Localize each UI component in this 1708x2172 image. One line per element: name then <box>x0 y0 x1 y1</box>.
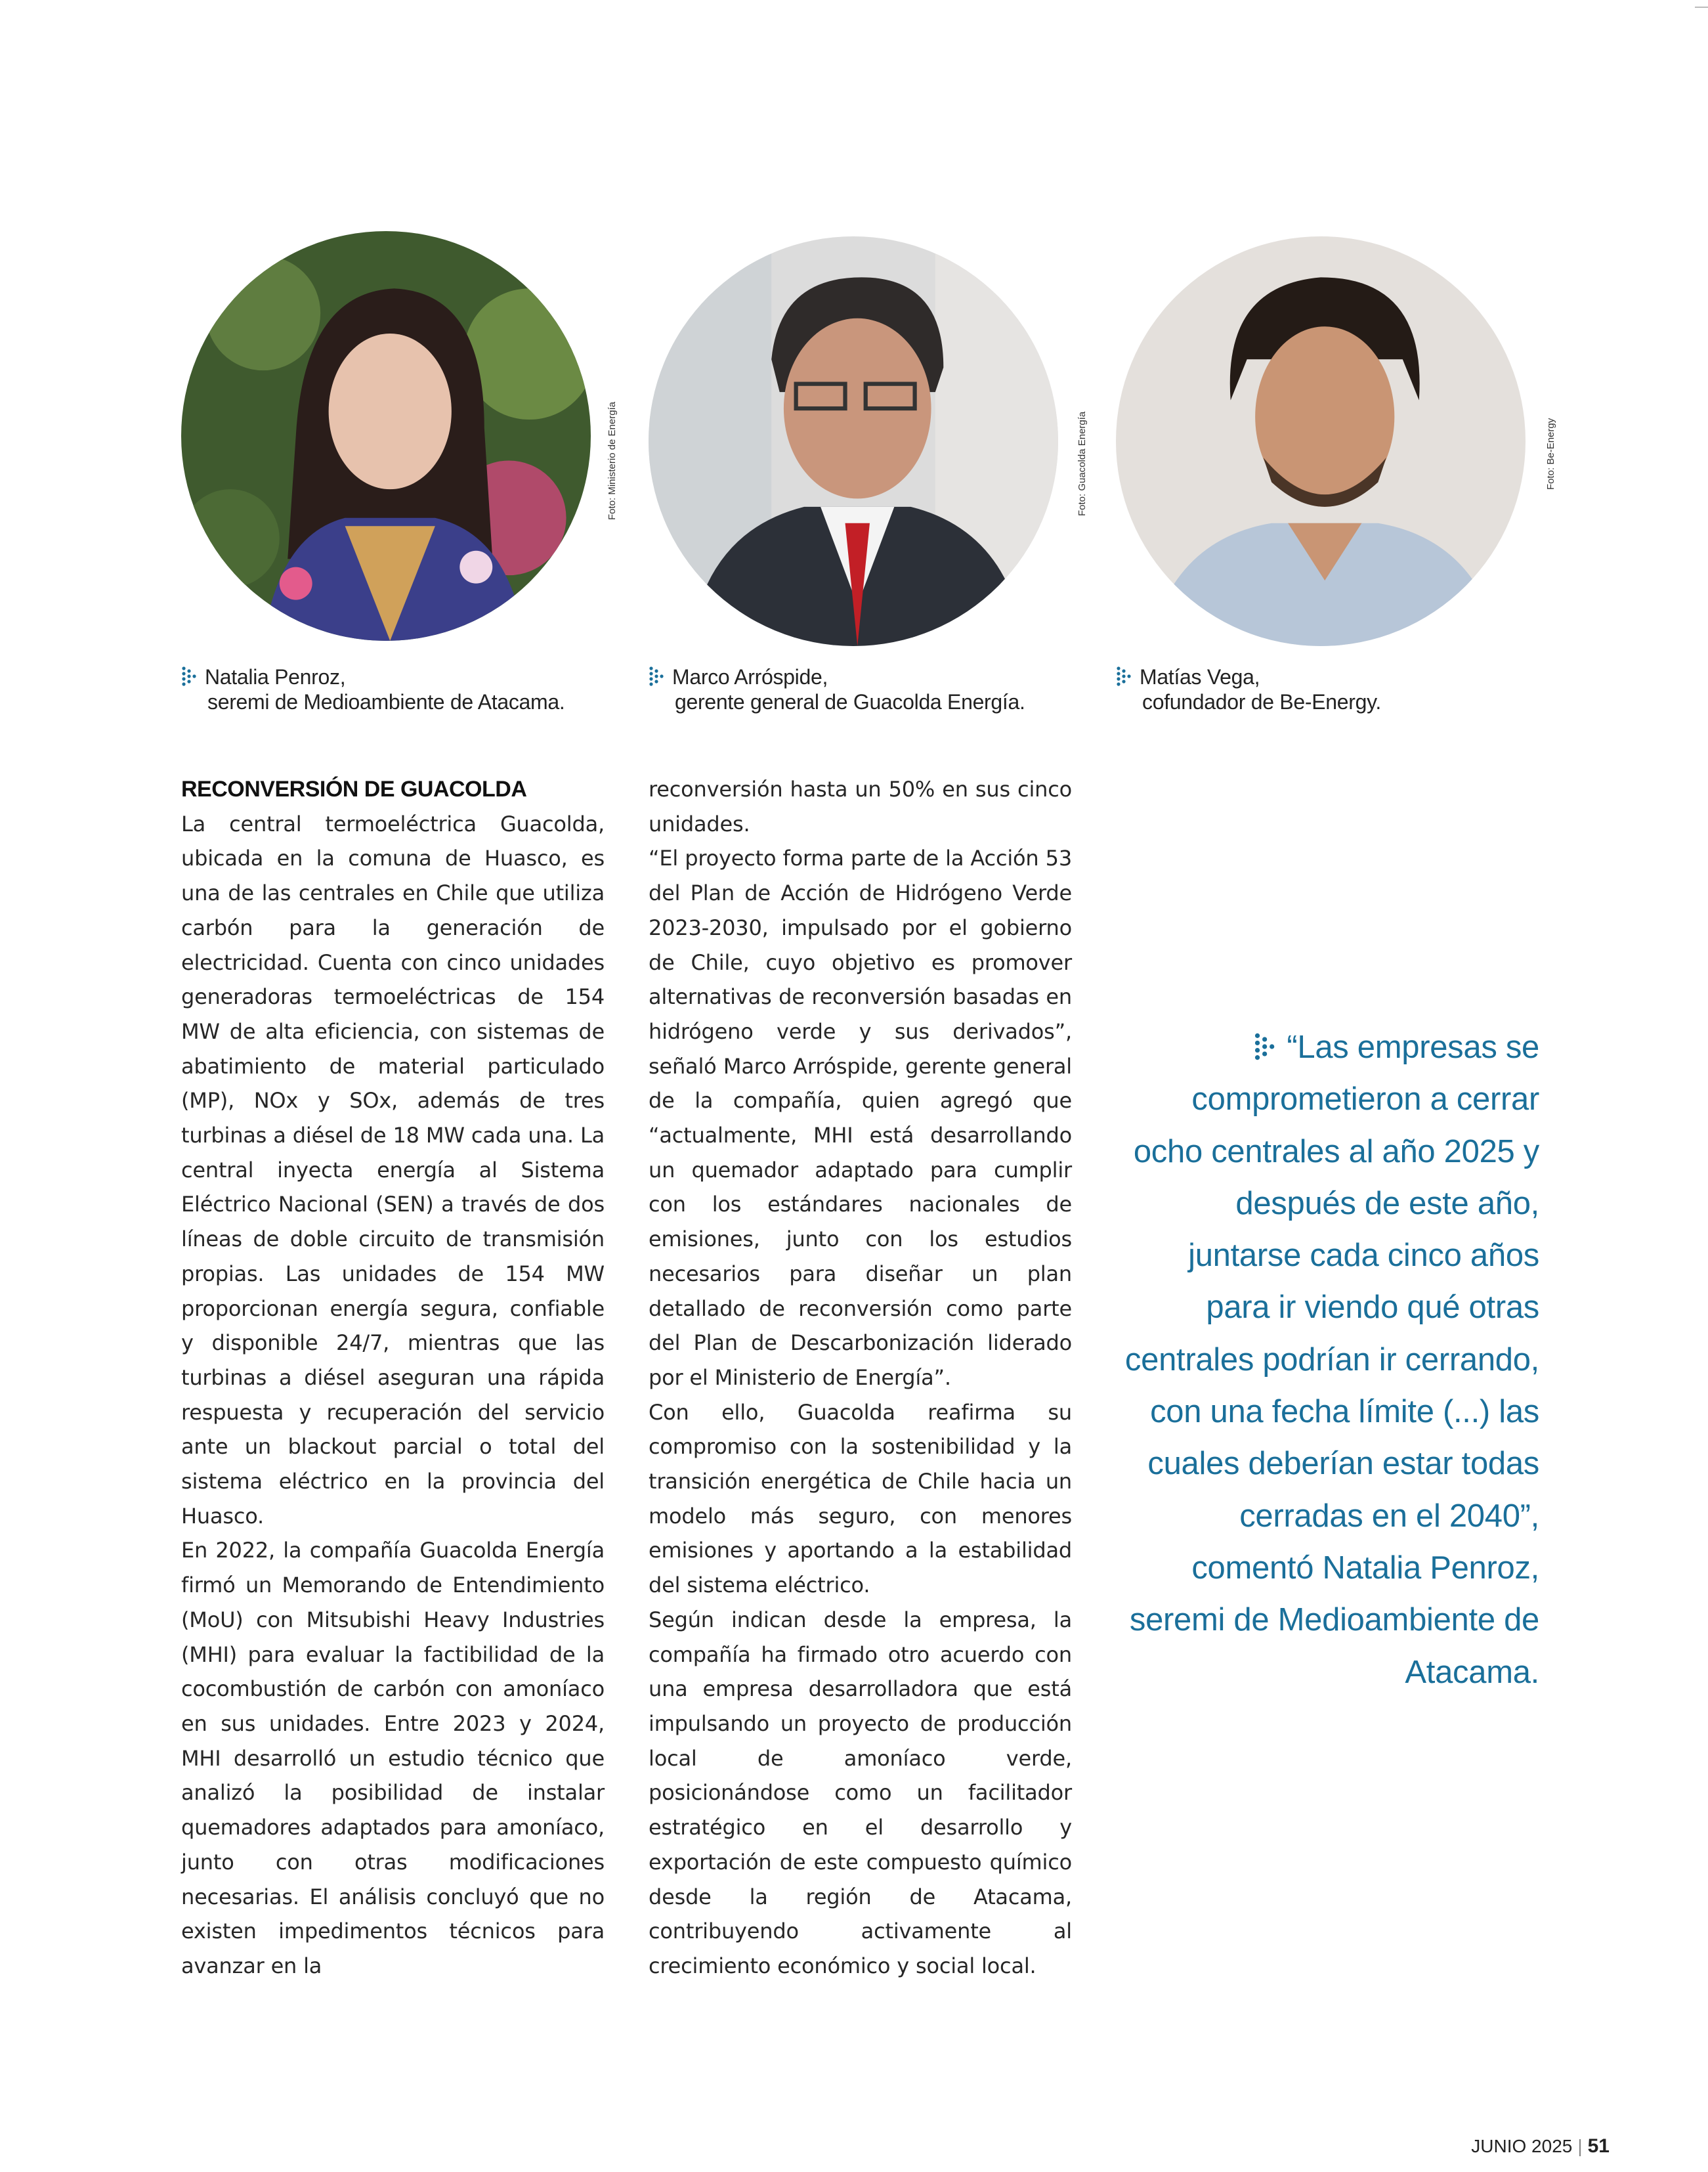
pull-quote <box>1116 1022 1539 1699</box>
paragraph: “El proyecto forma parte de la Acción 53 del Plan de Acción de Hidrógeno Verde 2023-2030, impulsado por el gobierno de Chile, cuyo objetivo es promover alternativas de reconversión basadas en hidrógeno verde y sus derivados”, señaló Marco Arróspide, gerente general de la compañía, quien agregó que “actualmente, MHI está desarrollando un quemador adaptado para cumplir con los estándares nacionales de emisiones, junto con los estudios necesarios para diseñar un plan detallado de reconversión como parte del Plan de Descarbonización liderado por el Ministerio de Energía”. <box>649 846 1072 1390</box>
portrait-photo-icon <box>649 236 1058 646</box>
portrait-photo-icon <box>1116 236 1526 646</box>
page-footer <box>1471 2135 1610 2158</box>
caption-name: Matías Vega, <box>1140 665 1260 689</box>
caption-matias-vega <box>1116 664 1381 714</box>
photo-credit-3: Foto: Be-Energy <box>1545 418 1556 490</box>
portrait-matias-vega <box>1116 236 1526 646</box>
portrait-natalia-penroz <box>181 231 591 641</box>
bullet-dots-icon <box>1116 666 1133 687</box>
paragraph: reconversión hasta un 50% en sus cinco unidades. <box>649 777 1072 836</box>
portrait-photo-icon <box>181 231 591 641</box>
article-column-1 <box>181 772 605 1984</box>
caption-role: gerente general de Guacolda Energía. <box>675 690 1025 714</box>
paragraph: En 2022, la compañía Guacolda Energía firmó un Memorando de Entendimiento (MoU) con Mitsubishi Heavy Industries (MHI) para evaluar la factibilidad de la cocombustión de carbón con amoníaco en sus unidades. Entre 2023 y 2024, MHI desarrolló un estudio técnico que analizó la posibilidad de instalar quemadores adaptados para amoníaco, junto con otras modificaciones necesarias. El análisis concluyó que no existen impedimentos técnicos para avanzar en la <box>181 1538 605 1978</box>
caption-natalia-penroz <box>181 664 565 714</box>
caption-marco-arrospide <box>649 664 1025 714</box>
quote-dots-icon <box>1254 1032 1277 1062</box>
page-number: 51 <box>1587 2135 1610 2157</box>
section-heading: RECONVERSIÓN DE GUACOLDA <box>181 777 527 802</box>
paragraph: La central termoeléctrica Guacolda, ubicada en la comuna de Huasco, es una de las centrales en Chile que utiliza carbón para la generación de electricidad. Cuenta con cinco unidades generadoras termoeléctricas de 154 MW de alta eficiencia, con sistemas de abatimiento de material particulado (MP), NOx y SOx, además de tres turbinas a diésel de 18 MW cada una. La central inyecta energía al Sistema Eléctrico Nacional (SEN) a través de dos líneas de doble circuito de transmisión propias. Las unidades de 154 MW proporcionan energía segura, confiable y disponible 24/7, mientras que las turbinas a diésel aseguran una rápida respuesta y recuperación del servicio ante un blackout parcial o total del sistema eléctrico en la provincia del Huasco. <box>181 811 605 1529</box>
bullet-dots-icon <box>181 666 198 687</box>
paragraph: Según indican desde la empresa, la compañía ha firmado otro acuerdo con una empresa desarrolladora que está impulsando un proyecto de producción local de amoníaco verde, posicionándose como un facilitador estratégico en el desarrollo y exportación de este compuesto químico desde la región de Atacama, contribuyendo activamente al crecimiento económico y social local. <box>649 1607 1072 1978</box>
caption-role: cofundador de Be-Energy. <box>1142 690 1382 714</box>
photo-credit-2: Foto: Guacolda Energía <box>1077 411 1088 516</box>
caption-name: Marco Arróspide, <box>672 665 828 689</box>
pull-quote-text: “Las empresas se comprometieron a cerrar ocho centrales al año 2025 y después de este año, juntarse cada cinco años para ir viendo qué otras centrales podrían ir cerrando, con una fecha límite (...) las cuales deberían estar todas cerradas en el 2040”, comentó Natalia Penroz, seremi de Medioambiente de Atacama. <box>1124 1030 1539 1690</box>
caption-role: seremi de Medioambiente de Atacama. <box>207 690 565 714</box>
photo-credit-1: Foto: Ministerio de Energía <box>607 401 618 520</box>
issue-date: JUNIO 2025 <box>1471 2136 1573 2156</box>
bullet-dots-icon <box>649 666 666 687</box>
footer-separator: | <box>1577 2136 1583 2156</box>
article-column-2 <box>649 772 1072 1984</box>
paragraph: Con ello, Guacolda reafirma su compromiso con la sostenibilidad y la transición energética de Chile hacia un modelo más seguro, con menores emisiones y aportando a la estabilidad del sistema eléctrico. <box>649 1399 1072 1598</box>
portrait-marco-arrospide <box>649 236 1058 646</box>
page-edge-mark <box>1695 7 1708 8</box>
caption-name: Natalia Penroz, <box>205 665 346 689</box>
